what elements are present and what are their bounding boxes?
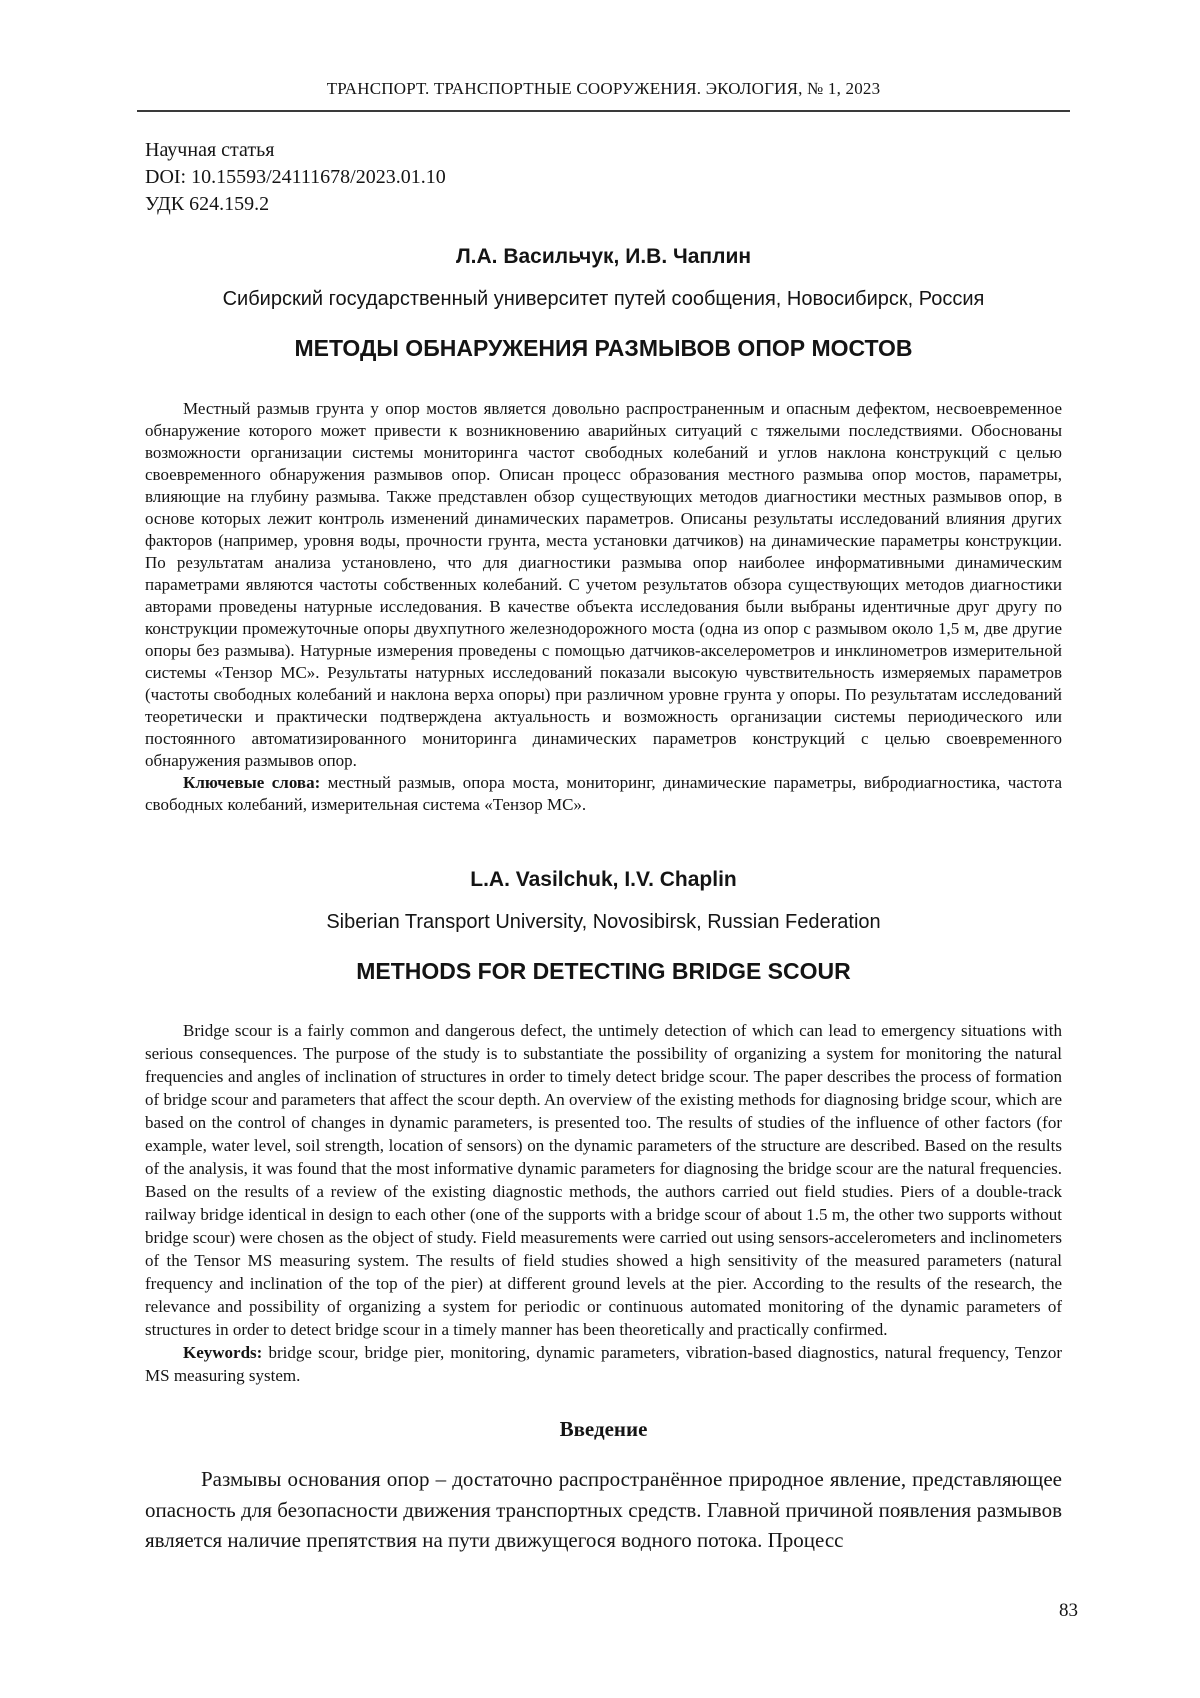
page-content xyxy=(145,0,1062,1556)
keywords-en xyxy=(145,1341,1062,1387)
article-title-en: METHODS FOR DETECTING BRIDGE SCOUR xyxy=(356,958,851,984)
introduction-section xyxy=(145,1417,1062,1556)
affiliation-en: Siberian Transport University, Novosibirsk, Russian Federation xyxy=(326,911,881,933)
keywords-ru xyxy=(145,772,1062,816)
article-type-label: Научная статья xyxy=(145,139,275,161)
introduction-heading: Введение xyxy=(559,1417,648,1441)
keywords-ru-label: Ключевые слова: xyxy=(183,773,321,792)
header-divider xyxy=(137,110,1070,112)
english-block xyxy=(145,868,1062,1387)
abstract-ru-container xyxy=(145,398,1062,816)
keywords-en-label: Keywords: xyxy=(183,1343,263,1362)
article-meta xyxy=(145,137,1062,218)
article-title-ru: МЕТОДЫ ОБНАРУЖЕНИЯ РАЗМЫВОВ ОПОР МОСТОВ xyxy=(294,335,913,361)
introduction-paragraph: Размывы основания опор – достаточно распространённое природное явление, представляющее опасность для безопасности движения транспортных средств. Главной причиной появления размывов является наличие препятствия на пути движущегося водного потока. Процесс xyxy=(145,1467,1062,1552)
udc-text: УДК 624.159.2 xyxy=(145,193,270,215)
authors-en: L.A. Vasilchuk, I.V. Chaplin xyxy=(470,868,737,891)
journal-masthead xyxy=(145,0,1062,112)
keywords-ru-text: местный размыв, опора моста, мониторинг, динамические параметры, вибродиагностика, частота свободных колебаний, измерительная система «Тензор МС». xyxy=(145,773,1063,814)
affiliation-ru: Сибирский государственный университет путей сообщения, Новосибирск, Россия xyxy=(222,288,985,310)
abstract-en-text: Bridge scour is a fairly common and dangerous defect, the untimely detection of which can lead to emergency situations with serious consequences. The purpose of the study is to substantiate the possibility of organizing a system for monitoring the natural frequencies and angles of inclination of structures in order to timely detect bridge scour. The paper describes the process of formation of bridge scour and parameters that affect the scour depth. An overview of the existing methods for diagnosing bridge scour, which are based on the control of changes in dynamic parameters, is presented too. The results of studies of the influence of other factors (for example, water level, soil strength, location of sensors) on the dynamic parameters of the structure are described. Based on the results of the analysis, it was found that the most informative dynamic parameters for diagnosing the bridge scour are the natural frequencies. Based on the results of a review of the existing diagnostic methods, the authors carried out field studies. Piers of a double-track railway bridge identical in design to each other (one of the supports with a bridge scour of about 1.5 m, the other two supports without bridge scour) were chosen as the object of study. Field measurements were carried out using sensors-accelerometers and inclinometers of the Tensor MS measuring system. The results of field studies showed a high sensitivity of the measured parameters (natural frequency and inclination of the top of the pier) at different ground levels at the pier. According to the results of the research, the relevance and possibility of organizing a system for periodic or continuous automated monitoring of the dynamic parameters of structures in order to detect bridge scour in a timely manner has been theoretically and practically confirmed. xyxy=(145,1021,1062,1339)
abstract-ru-text: Местный размыв грунта у опор мостов является довольно распространенным и опасным дефектом, несвоевременное обнаружение которого может привести к возникновению аварийных ситуаций с тяжелыми последствиями. Обоснованы возможности организации системы мониторинга частот свободных колебаний и углов наклона конструкций с целью своевременного обнаружения размывов опор. Описан процесс образования местного размыва опор мостов, параметры, влияющие на глубину размыва. Также представлен обзор существующих методов диагностики местных размывов опор, в основе которых лежит контроль изменений динамических параметров. Описаны результаты исследований влияния других факторов (например, уровня воды, прочности грунта, места установки датчиков) на динамические параметры конструкции. По результатам анализа установлено, что для диагностики размыва опор наиболее информативными динамическим параметрами являются частоты собственных колебаний. С учетом результатов обзора существующих методов диагностики авторами проведены натурные исследования. В качестве объекта исследования были выбраны идентичные друг другу по конструкции промежуточные опоры двухпутного железнодорожного моста (одна из опор с размывом около 1,5 м, две другие опоры без размыва). Натурные измерения проведены с помощью датчиков-акселерометров и инклинометров измерительной системы «Тензор МС». Результаты натурных исследований показали высокую чувствительность измеряемых параметров (частоты свободных колебаний и наклона верха опоры) при различном уровне грунта у опоры. По результатам исследований теоретически и практически подтверждена актуальность и возможность организации системы периодического или постоянного автоматизированного мониторинга динамических параметров конструкций с целью своевременного обнаружения размывов опор. xyxy=(145,399,1062,770)
page-number: 83 xyxy=(1059,1600,1078,1621)
journal-header: ТРАНСПОРТ. ТРАНСПОРТНЫЕ СООРУЖЕНИЯ. ЭКОЛОГИЯ, № 1, 2023 xyxy=(326,79,881,98)
russian-block xyxy=(145,245,1062,816)
keywords-en-text: bridge scour, bridge pier, monitoring, dynamic parameters, vibration-based diagnostics, natural frequency, Tenzor MS measuring system. xyxy=(145,1343,1062,1385)
abstract-en-container xyxy=(145,1019,1062,1387)
doi-text: DOI: 10.15593/24111678/2023.01.10 xyxy=(145,166,446,188)
authors-ru: Л.А. Васильчук, И.В. Чаплин xyxy=(455,245,752,268)
